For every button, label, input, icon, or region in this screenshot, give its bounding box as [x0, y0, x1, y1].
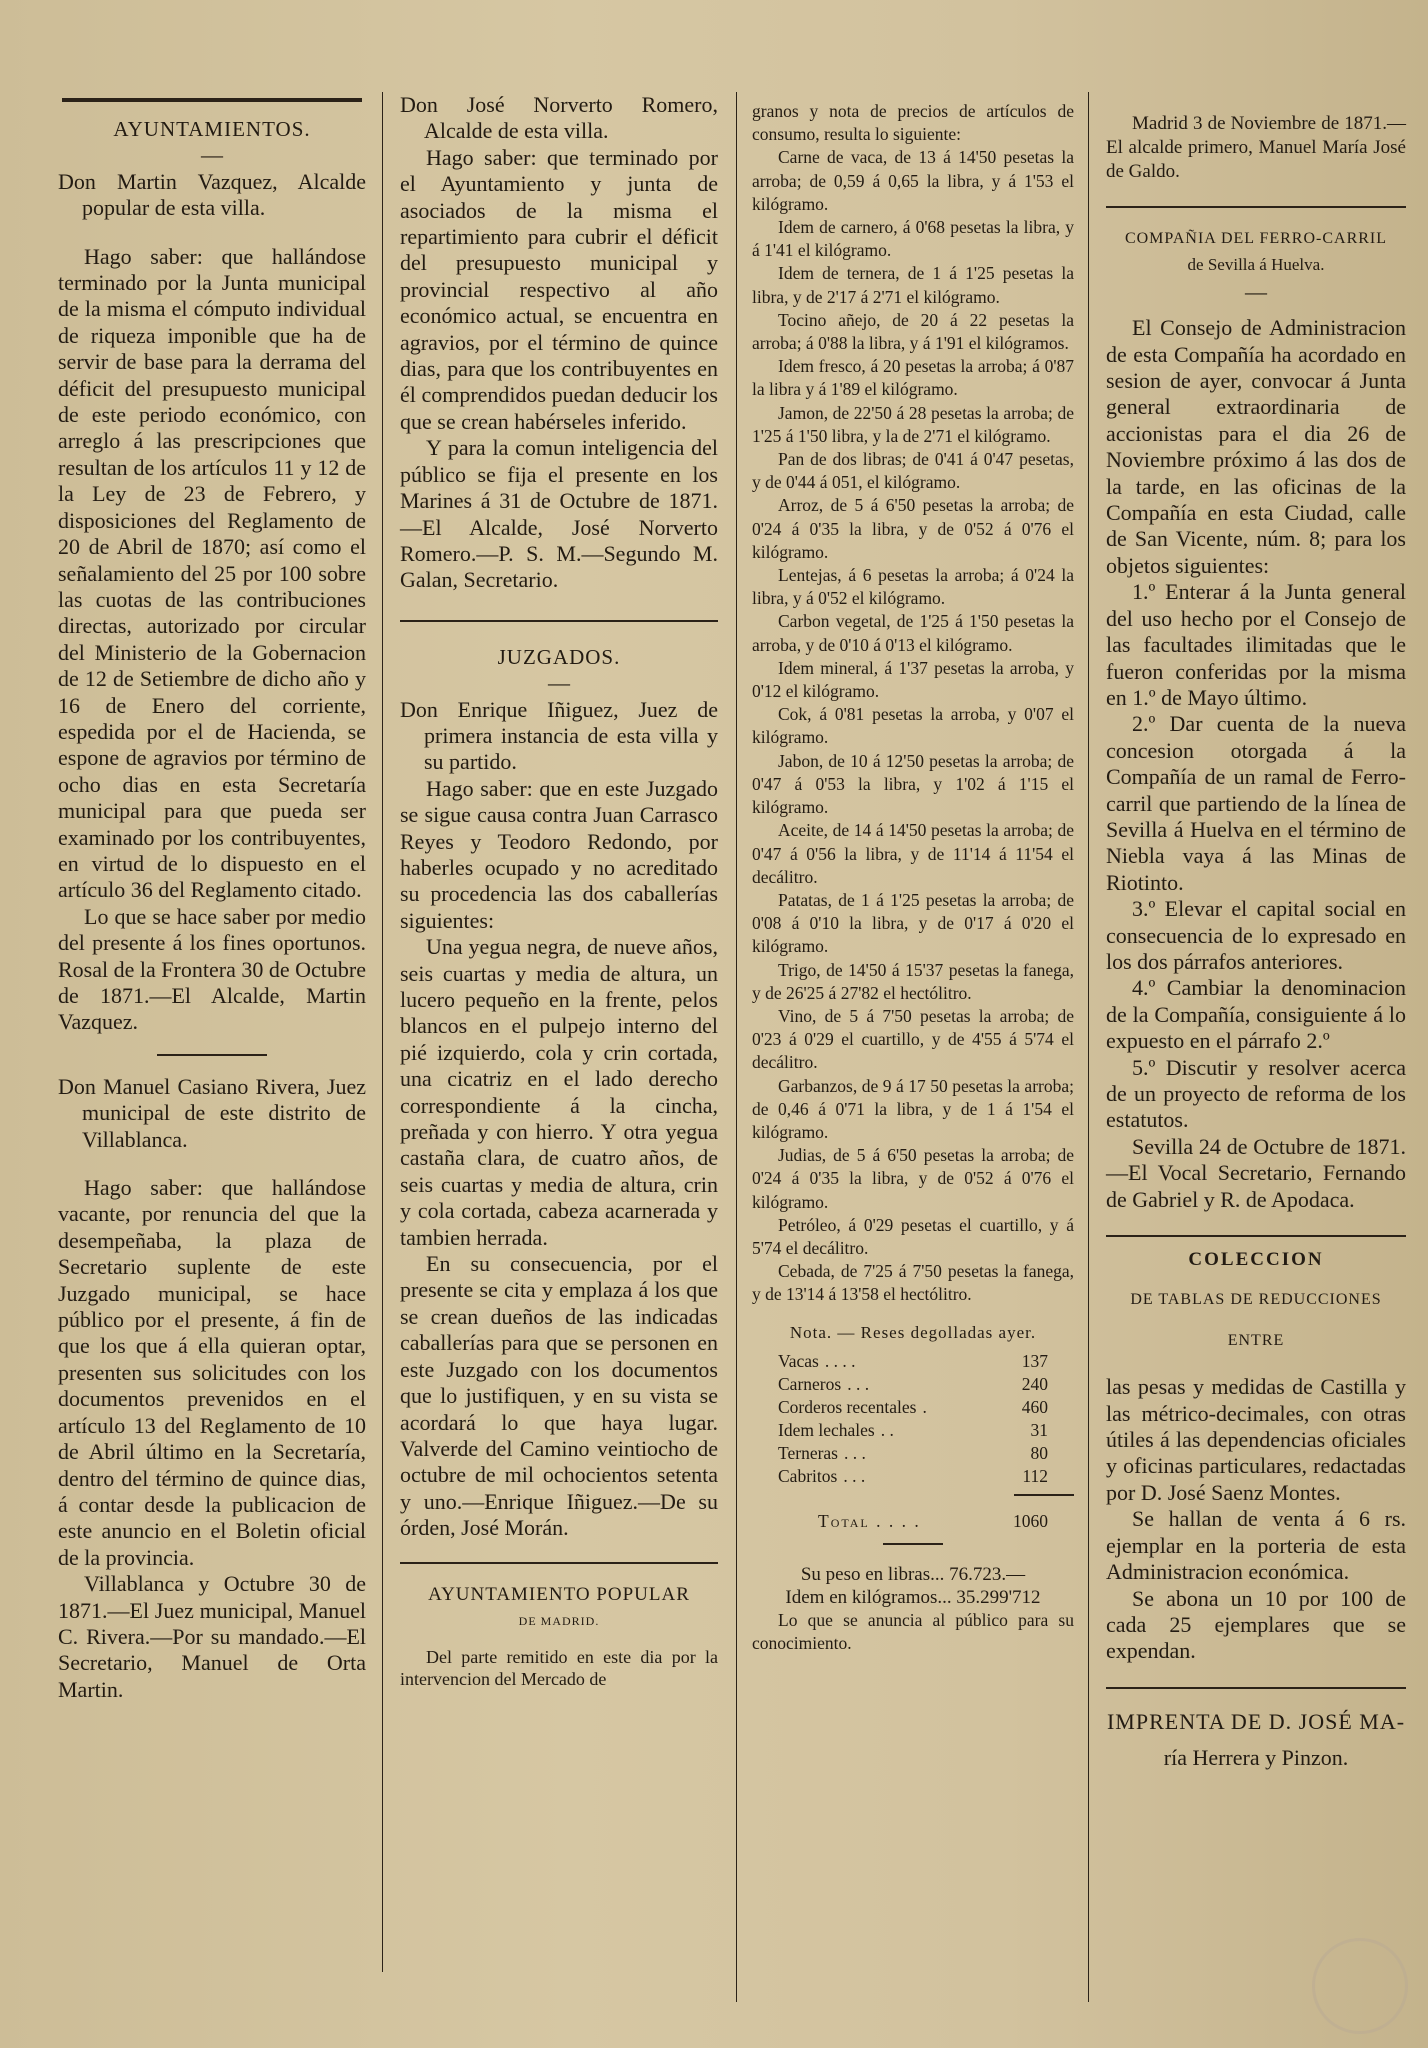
price-item: Patatas, de 1 á 1'25 pesetas la arroba; de 0'08 á 0'10 la libra, y de 0'17 á 0'20 el kilógramo.: [752, 889, 1074, 957]
section-rule: [400, 1562, 718, 1564]
price-item: Petróleo, á 0'29 pesetas el cuartillo, y á 5'74 el decálitro.: [752, 1214, 1074, 1258]
coleccion-abono: Se abona un 10 por 100 de cada 25 ejemplares que se expendan.: [1106, 1585, 1406, 1664]
total-table: [778, 1510, 1048, 1533]
reses-value: 137: [1021, 1350, 1048, 1371]
notice-body: Hago saber: que terminado por el Ayuntamiento y junta de asociados de la misma el repartimiento para cubrir el déficit del presupuesto municipal y provincial respectivo al año económico actual, se encuentra en agravios, por el término de quince dias, para que los contribuyentes en él comprendidos puedan deducir los que se crean habérseles inferido.: [400, 144, 718, 434]
total-label: [778, 1510, 995, 1533]
total-row: [778, 1510, 1048, 1533]
madrid-closing: Madrid 3 de Noviembre de 1871.—El alcalde primero, Manuel María José de Galdo.: [1106, 113, 1406, 182]
column-4: [1106, 112, 1406, 1772]
total-value: 1060: [1013, 1510, 1048, 1531]
ferrocarril-item: 4.º Cambiar la denominacion de la Compañía, consiguiente á lo expuesto en el párrafo 2.º: [1106, 975, 1406, 1054]
reses-value: 31: [1030, 1419, 1048, 1440]
price-item: Idem de carnero, á 0'68 pesetas la libra, y á 1'41 el kilógramo.: [752, 217, 1074, 261]
reses-name: Idem lechales: [778, 1419, 875, 1440]
heading-ayuntamiento-madrid: AYUNTAMIENTO POPULAR: [428, 1583, 690, 1605]
heading-coleccion: COLECCION: [1188, 1249, 1324, 1271]
ferrocarril-body: El Consejo de Administracion de esta Compañía ha acordado en sesion de ayer, convocar á Junta general extraordinaria de accionistas para el dia 26 de Noviembre próximo á las dos de la tarde, en las oficinas de la Compañía en esta Ciudad, calle de San Vicente, núm. 8; para los objetos siguientes:: [1106, 315, 1406, 578]
notice-intro: Don Enrique Iñiguez, Juez de primera instancia de esta villa y su partido.: [400, 696, 718, 775]
notice-body: Hago saber: que en este Juzgado se sigue causa contra Juan Carrasco Reyes y Teodoro Redondo, por haberles ocupado y no acreditado su procedencia las dos caballerías siguientes:: [400, 775, 718, 933]
reses-name-cell: [778, 1396, 1008, 1419]
reses-row: [778, 1465, 1048, 1488]
column-rule-2: [736, 92, 737, 2002]
price-item: Jabon, de 10 á 12'50 pesetas la arroba; de 0'47 á 0'53 la libra, y 1'02 á 1'15 el kilógramo.: [752, 750, 1074, 818]
ferrocarril-item: 1.º Enterar á la Junta general del uso hecho por el Consejo de las facultades ilimitadas que le fueron conferidas por la misma en 1.º de Mayo último.: [1106, 579, 1406, 710]
price-item: Lentejas, á 6 pesetas la arroba; á 0'24 la libra, y á 0'52 el kilógramo.: [752, 565, 1074, 609]
price-list: [752, 146, 1074, 1306]
column-rule-3: [1088, 92, 1089, 2002]
price-item: Idem fresco, á 20 pesetas la arroba; á 0'87 la libra y á 1'89 el kilógramo.: [752, 356, 1074, 400]
notice-body: Del parte remitido en este dia por la intervencion del Mercado de: [400, 1647, 718, 1690]
section-rule: [1106, 206, 1406, 208]
price-item: Trigo, de 14'50 á 15'37 pesetas la fanega, y de 26'25 á 27'82 el hectólitro.: [752, 959, 1074, 1003]
separator: [157, 1054, 267, 1056]
reses-name: Corderos recentales: [778, 1396, 917, 1417]
ferrocarril-item: 2.º Dar cuenta de la nueva concesion otorgada á la Compañía de un ramal de Ferro-carril que partiendo de la línea de Sevilla á Huelva en el término de Niebla vaya á las Minas de Riotinto.: [1106, 711, 1406, 895]
subheading-entre: ENTRE: [1227, 1331, 1285, 1349]
ferrocarril-item: 5.º Discutir y resolver acerca de un proyecto de reforma de los estatutos.: [1106, 1054, 1406, 1133]
reses-row: [778, 1442, 1048, 1465]
reses-dots: . . .: [847, 1373, 870, 1394]
notice-intro: Don Martin Vazquez, Alcalde popular de esta villa.: [58, 168, 366, 221]
column-2: [400, 92, 718, 1690]
reses-name-cell: [778, 1350, 1008, 1373]
reses-name: Cabritos: [778, 1465, 838, 1486]
price-item: Arroz, de 5 á 6'50 pesetas la arroba; de 0'24 á 0'35 la libra, y de 0'52 á 0'76 el kilógramo.: [752, 495, 1074, 562]
reses-name-cell: [778, 1419, 1008, 1442]
notice-closing: Y para la comun inteligencia del público se fija el presente en los Marines á 31 de Octubre de 1871.—El Alcalde, José Norverto Romero.—P. S. M.—Segundo M. Galan, Secretario.: [400, 435, 718, 593]
reses-row: [778, 1419, 1048, 1442]
price-item: Cok, á 0'81 pesetas la arroba, y 0'07 el kilógramo.: [752, 704, 1074, 748]
heading-dash: —: [1245, 278, 1267, 304]
heading-dash: —: [548, 670, 570, 696]
reses-dots: . . .: [844, 1442, 866, 1463]
reses-name-cell: [778, 1442, 1008, 1465]
price-item: Carbon vegetal, de 1'25 á 1'50 pesetas la arroba, y de 0'10 á 0'13 el kilógramo.: [752, 611, 1074, 655]
column-3: [752, 100, 1074, 1656]
peso-libras: Su peso en libras... 76.723.—: [800, 1563, 1026, 1585]
subtotal-rule: [1014, 1494, 1074, 1496]
reses-value: 460: [1021, 1396, 1048, 1417]
price-item: Judias, de 5 á 6'50 pesetas la arroba; de 0'24 á 0'35 la libra, y de 0'52 á 0'76 el kilógramo.: [752, 1145, 1074, 1212]
notice-closing: Lo que se hace saber por medio del presente á los fines oportunos. Rosal de la Frontera 30 de Octubre de 1871.—El Alcalde, Martin Vazquez.: [58, 903, 366, 1035]
price-item: Idem mineral, á 1'37 pesetas la arroba, y 0'12 el kilógramo.: [752, 657, 1074, 702]
subheading-tablas: DE TABLAS DE REDUCCIONES: [1130, 1291, 1382, 1309]
notice-intro: Don Manuel Casiano Rivera, Juez municipal de este distrito de Villablanca.: [58, 1073, 366, 1152]
reses-row: [778, 1373, 1048, 1396]
heading-ferrocarril: COMPAÑIA DEL FERRO-CARRIL: [1124, 230, 1388, 247]
total-label-text: Total: [818, 1510, 870, 1531]
section-rule: [400, 620, 718, 622]
price-item: Pan de dos libras; de 0'41 á 0'47 pesetas, y de 0'44 á 051, el kilógramo.: [752, 449, 1074, 493]
price-item: Idem de ternera, de 1 á 1'25 pesetas la libra, y de 2'17 á 2'71 el kilógramo.: [752, 263, 1074, 307]
nota-heading: Nota. — Reses degolladas ayer.: [789, 1322, 1037, 1342]
reses-name: Carneros: [778, 1373, 842, 1394]
reses-value: 112: [1022, 1465, 1048, 1486]
notice-body: En su consecuencia, por el presente se cita y emplaza á los que se crean dueños de las indicadas caballerías para que se personen en este Juzgado con los documentos que lo justifiquen, y en su vista se acordará lo que haya lugar. Valverde del Camino veintiocho de octubre de mil ochocientos setenta y uno.—Enrique Iñiguez.—De su órden, José Morán.: [400, 1251, 718, 1541]
price-item: Vino, de 5 á 7'50 pesetas la arroba; de 0'23 á 0'29 el cuartillo, y de 4'55 á 5'74 el decálitro.: [752, 1005, 1074, 1073]
ferrocarril-closing: Sevilla 24 de Octubre de 1871.—El Vocal Secretario, Fernando de Gabriel y R. de Apodaca.: [1106, 1133, 1406, 1212]
price-item: Garbanzos, de 9 á 17 50 pesetas la arroba; de 0,46 á 0'71 la libra, y de 1 á 1'54 el kilógramo.: [752, 1075, 1074, 1142]
notice-intro: Don José Norverto Romero, Alcalde de esta villa.: [400, 92, 718, 144]
reses-dots: . .: [880, 1419, 894, 1440]
reses-name-cell: [778, 1465, 1008, 1488]
price-closing: Lo que se anuncia al público para su conocimiento.: [752, 1610, 1074, 1654]
reses-value: 240: [1021, 1373, 1048, 1394]
price-item: Carne de vaca, de 13 á 14'50 pesetas la arroba; de 0,59 á 0,65 la libra, y á 1'53 el kilógramo.: [752, 147, 1074, 214]
total-dots: . . . .: [876, 1510, 921, 1531]
price-item: Jamon, de 22'50 á 28 pesetas la arroba; de 1'25 á 1'50 libra, y la de 2'71 el kilógramo.: [752, 402, 1074, 446]
price-item: Cebada, de 7'25 á 7'50 pesetas la fanega, y de 13'14 á 13'58 el hectólitro.: [752, 1261, 1074, 1305]
imprenta-line-2: ría Herrera y Pinzon.: [1163, 1745, 1349, 1771]
reses-name: Terneras: [778, 1442, 838, 1463]
reses-row: [778, 1350, 1048, 1373]
peso-kilos: Idem en kilógramos... 35.299'712: [785, 1586, 1041, 1608]
heading-ayuntamientos: AYUNTAMIENTOS.: [113, 117, 311, 141]
notice-body: Hago saber: que hallándose vacante, por renuncia del que la desempeñaba, la plaza de Secretario suplente de este Juzgado municipal, se hace público por el presente, á fin de que los que á ella quieran optar, presenten sus solicitudes con los documentos prevenidos en el artículo 13 del Reglamento de 10 de Abril último en la Secretaría, dentro del término de quince dias, á contar desde la publicacion de este anuncio en el Boletin oficial de la provincia.: [58, 1175, 366, 1570]
heading-dash: —: [201, 142, 223, 168]
coleccion-venta: Se hallan de venta á 6 rs. ejemplar en la porteria de esta Administracion económica.: [1106, 1506, 1406, 1585]
reses-name-cell: [778, 1373, 1008, 1396]
subheading-madrid: DE MADRID.: [518, 1613, 600, 1628]
column-1: [58, 116, 366, 1703]
section-rule: [1106, 1235, 1406, 1237]
reses-name: Vacas: [778, 1350, 819, 1371]
library-seal: [1312, 1938, 1408, 2034]
reses-row: [778, 1396, 1048, 1419]
reses-dots: . . . .: [824, 1350, 856, 1371]
reses-dots: . . .: [843, 1465, 866, 1486]
section-rule: [1106, 1687, 1406, 1689]
subheading-sevilla-huelva: de Sevilla á Huelva.: [1187, 255, 1325, 275]
notice-body: Una yegua negra, de nueve años, seis cuartas y media de altura, un lucero pequeño en la frente, pelos blancos en el pulpejo interno del pié izquierdo, cola y crin cortada, una cicatriz en el lado derecho correspondiente á la cincha, preñada y con hierro. Y otra yegua castaña clara, de cuatro años, de seis cuartas y media de altura, crin y cola cortada, cabeza acarnerada y tambien herrada.: [400, 934, 718, 1250]
ferrocarril-items: [1106, 579, 1406, 1134]
price-item: Aceite, de 14 á 14'50 pesetas la arroba; de 0'47 á 0'56 la libra, y de 11'14 á 11'54 el decálitro.: [752, 820, 1074, 887]
reses-table: [778, 1350, 1048, 1488]
notice-closing: Villablanca y Octubre 30 de 1871.—El Juez municipal, Manuel C. Rivera.—Por su mandado.—El Secretario, Manuel de Orta Martin.: [58, 1571, 366, 1702]
price-item: Tocino añejo, de 20 á 22 pesetas la arroba; á 0'88 la libra, y á 1'91 el kilógramos.: [752, 309, 1074, 354]
ferrocarril-item: 3.º Elevar el capital social en consecuencia de lo expresado en los dos párrafos anteriores.: [1106, 896, 1406, 974]
imprenta-line: IMPRENTA DE D. JOSÉ MA-: [1106, 1708, 1406, 1734]
total-rule: [883, 1543, 943, 1545]
coleccion-body: las pesas y medidas de Castilla y las métrico-decimales, con otras útiles á las dependencias oficiales y oficinas particulares, redactadas por D. José Saenz Montes.: [1106, 1374, 1406, 1505]
notice-body: Hago saber: que hallándose terminado por la Junta municipal de la misma el cómputo individual de riqueza imponible que ha de servir de base para la derrama del déficit del presupuesto municipal de este periodo económico, con arreglo á las prescripciones que resultan de los artículos 11 y 12 de la Ley de 23 de Febrero, y disposiciones del Reglamento de 20 de Abril de 1870; así como el señalamiento del 25 por 100 sobre las cuotas de las contribuciones directas, autorizado por circular del Ministerio de la Gobernacion de 12 de Setiembre de dicho año y 16 de Enero del corriente, espedida por el de Hacienda, se espone de agravios por término de ocho dias en esta Secretaría municipal para que pueda ser examinado por los contribuyentes, en virtud de lo dispuesto en el artículo 36 del Reglamento citado.: [58, 243, 366, 903]
price-intro: granos y nota de precios de artículos de consumo, resulta lo siguiente:: [752, 101, 1074, 145]
reses-dots: .: [922, 1396, 927, 1417]
reses-value: 80: [1030, 1442, 1048, 1463]
top-rule: [62, 98, 362, 102]
heading-juzgados: JUZGADOS.: [497, 644, 621, 669]
column-rule-1: [382, 92, 383, 1972]
